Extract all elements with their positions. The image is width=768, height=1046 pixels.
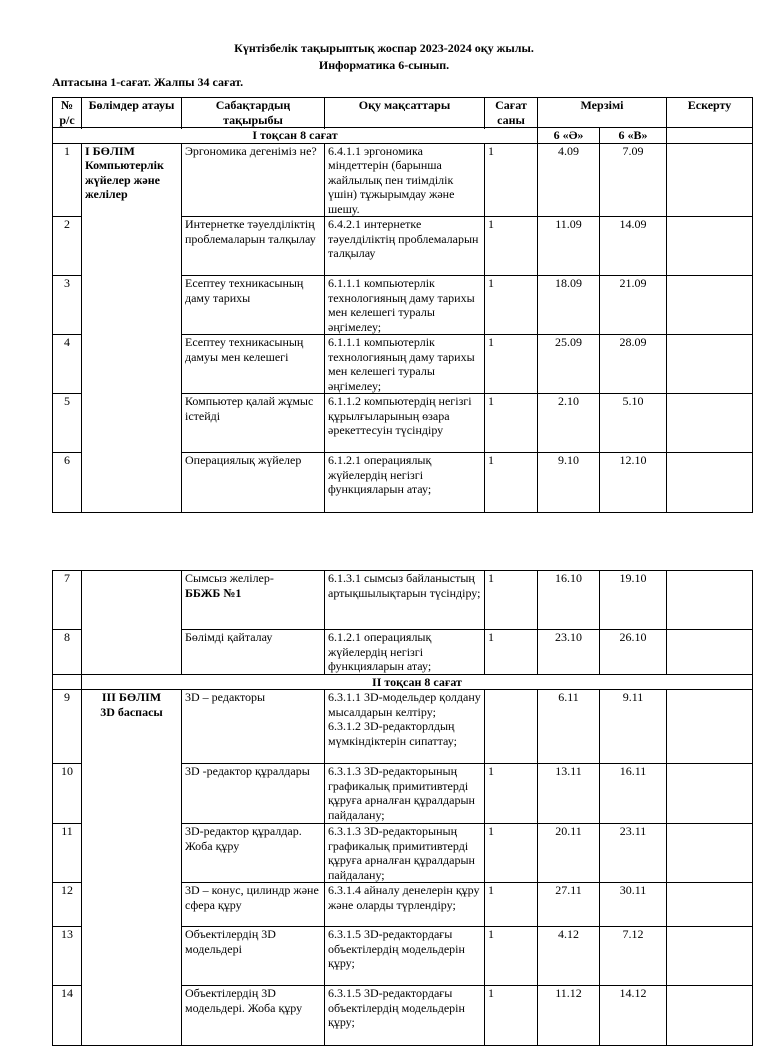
quarter1-label: I тоқсан 8 сағат bbox=[53, 128, 538, 144]
note-cell bbox=[667, 453, 753, 513]
hours: 1 bbox=[485, 927, 538, 986]
col-header-hours: Сағат саны bbox=[485, 98, 538, 128]
date-class-b: 14.12 bbox=[600, 986, 667, 1046]
lesson-topic-text: Сымсыз желілер- bbox=[185, 571, 274, 585]
date-class-a: 11.12 bbox=[538, 986, 600, 1046]
quarter-row bbox=[53, 674, 753, 690]
col-header-objectives: Оқу мақсаттары bbox=[325, 98, 485, 128]
document-subtitle: Информатика 6-сынып. bbox=[318, 58, 450, 72]
date-class-b: 30.11 bbox=[600, 883, 667, 927]
class-a-label: 6 «Ә» bbox=[538, 128, 600, 144]
row-num: 10 bbox=[53, 764, 82, 824]
lesson-topic: Компьютер қалай жұмыс істейді bbox=[182, 394, 325, 453]
quarter-row bbox=[53, 128, 753, 144]
hours: 1 bbox=[485, 883, 538, 927]
learning-objective: 6.1.3.1 сымсыз байланыстың артықшылықтарын түсіндіру; bbox=[325, 571, 485, 630]
note-cell bbox=[667, 690, 753, 764]
row-num: 12 bbox=[53, 883, 82, 927]
hours: 1 bbox=[485, 571, 538, 630]
date-class-b: 23.11 bbox=[600, 824, 667, 883]
row-num: 1 bbox=[53, 143, 82, 217]
date-class-a: 27.11 bbox=[538, 883, 600, 927]
learning-objective: 6.3.1.4 айналу денелерін құру және оларды түрлендіру; bbox=[325, 883, 485, 927]
row-num: 2 bbox=[53, 217, 82, 276]
row-num: 9 bbox=[53, 690, 82, 764]
row-num: 3 bbox=[53, 276, 82, 335]
lesson-topic: Бөлімді қайталау bbox=[182, 630, 325, 675]
date-class-b: 19.10 bbox=[600, 571, 667, 630]
learning-objective: 6.3.1.3 3D-редакторының графикалық примитивтерді құруға арналған құралдарын пайдалану; bbox=[325, 764, 485, 824]
col-header-section: Бөлімдер атауы bbox=[82, 98, 182, 128]
table-row bbox=[53, 571, 753, 630]
note-cell bbox=[667, 764, 753, 824]
learning-objective: 6.3.1.3 3D-редакторының графикалық примитивтерді құруға арналған құралдарын пайдалану; bbox=[325, 824, 485, 883]
date-class-b: 7.09 bbox=[600, 143, 667, 217]
table-row bbox=[53, 690, 753, 764]
plan-table-part1 bbox=[52, 97, 753, 513]
section-name bbox=[82, 571, 182, 675]
hours: 1 bbox=[485, 335, 538, 394]
date-class-a: 6.11 bbox=[538, 690, 600, 764]
date-class-b: 12.10 bbox=[600, 453, 667, 513]
lesson-topic: Объектілердің 3D модельдері. Жоба құру bbox=[182, 986, 325, 1046]
date-class-a: 4.09 bbox=[538, 143, 600, 217]
date-class-a: 9.10 bbox=[538, 453, 600, 513]
learning-objective: 6.1.2.1 операциялық жүйелердің негізгі функцияларын атау; bbox=[325, 630, 485, 675]
date-class-b: 9.11 bbox=[600, 690, 667, 764]
lesson-topic: Есептеу техникасының дамуы мен келешегі bbox=[182, 335, 325, 394]
date-class-a: 11.09 bbox=[538, 217, 600, 276]
learning-objective-1: 6.3.1.1 3D-модельдер қолдану мысалдарын келтіру; bbox=[328, 690, 481, 719]
lesson-topic: Эргономика дегеніміз не? bbox=[182, 143, 325, 217]
learning-objective: 6.1.2.1 операциялық жүйелердің негізгі функцияларын атау; bbox=[325, 453, 485, 513]
assessment-label: ББЖБ №1 bbox=[185, 585, 242, 600]
week-hours-info: Аптасына 1-сағат. Жалпы 34 сағат. bbox=[52, 75, 244, 89]
learning-objective: 6.1.1.1 компьютерлік технологияның даму тарихы мен келешегі туралы әңгімелеу; bbox=[325, 335, 485, 394]
hours: 1 bbox=[485, 824, 538, 883]
learning-objective: 6.4.1.1 эргономика міндеттерін (барынша жайлылық пен тиімділік үшін) тұжырымдау және шешу. bbox=[325, 143, 485, 217]
learning-objective: 6.3.1.5 3D-редактордағы объектілердің модельдерін құру; bbox=[325, 986, 485, 1046]
section3-title: III БӨЛІМ bbox=[101, 690, 162, 704]
hours: 1 bbox=[485, 394, 538, 453]
note-cell bbox=[667, 571, 753, 630]
lesson-topic: Объектілердің 3D модельдері bbox=[182, 927, 325, 986]
note-cell bbox=[667, 394, 753, 453]
hours: 1 bbox=[485, 217, 538, 276]
note-cell bbox=[667, 883, 753, 927]
hours: 1 bbox=[485, 986, 538, 1046]
col-header-dates: Мерзімі bbox=[538, 98, 667, 128]
date-class-a: 23.10 bbox=[538, 630, 600, 675]
date-class-b: 5.10 bbox=[600, 394, 667, 453]
lesson-topic: 3D-редактор құралдар. Жоба құру bbox=[182, 824, 325, 883]
section-name: I БӨЛІМ Компьютерлік жүйелер және желілер bbox=[82, 143, 182, 513]
lesson-topic: 3D – конус, цилиндр және сфера құру bbox=[182, 883, 325, 927]
note-cell bbox=[667, 927, 753, 986]
row-num: 6 bbox=[53, 453, 82, 513]
hours: 1 bbox=[485, 276, 538, 335]
learning-objective: 6.4.2.1 интернетке тәуелділіктің проблемаларын талқылау bbox=[325, 217, 485, 276]
lesson-topic: Есептеу техникасының даму тарихы bbox=[182, 276, 325, 335]
plan-table-part2 bbox=[52, 570, 753, 1046]
row-num: 8 bbox=[53, 630, 82, 675]
date-class-a: 2.10 bbox=[538, 394, 600, 453]
row-num: 7 bbox=[53, 571, 82, 630]
lesson-topic: 3D -редактор құралдары bbox=[182, 764, 325, 824]
note-cell bbox=[667, 824, 753, 883]
quarter2-label: II тоқсан 8 сағат bbox=[82, 674, 753, 690]
note-cell bbox=[667, 143, 753, 217]
date-class-a: 20.11 bbox=[538, 824, 600, 883]
date-class-b: 21.09 bbox=[600, 276, 667, 335]
date-class-a: 18.09 bbox=[538, 276, 600, 335]
table-row bbox=[53, 143, 753, 217]
learning-objective bbox=[325, 690, 485, 764]
row-num: 5 bbox=[53, 394, 82, 453]
row-num: 11 bbox=[53, 824, 82, 883]
table-header-row bbox=[53, 98, 753, 128]
section3-subtitle: 3D баспасы bbox=[100, 704, 163, 719]
hours: 1 bbox=[485, 764, 538, 824]
hours: 1 bbox=[485, 630, 538, 675]
hours bbox=[485, 690, 538, 764]
date-class-b: 7.12 bbox=[600, 927, 667, 986]
col-header-topic: Сабақтардың тақырыбы bbox=[182, 98, 325, 128]
date-class-a: 25.09 bbox=[538, 335, 600, 394]
note-cell bbox=[667, 335, 753, 394]
hours: 1 bbox=[485, 453, 538, 513]
note-cell bbox=[667, 276, 753, 335]
col-header-note: Ескерту bbox=[667, 98, 753, 128]
date-class-a: 4.12 bbox=[538, 927, 600, 986]
note-cell bbox=[667, 217, 753, 276]
lesson-topic: Операциялық жүйелер bbox=[182, 453, 325, 513]
learning-objective: 6.3.1.5 3D-редактордағы объектілердің модельдерін құру; bbox=[325, 927, 485, 986]
row-num: 13 bbox=[53, 927, 82, 986]
date-class-b: 28.09 bbox=[600, 335, 667, 394]
date-class-b: 14.09 bbox=[600, 217, 667, 276]
section-name bbox=[82, 690, 182, 1046]
lesson-topic: 3D – редакторы bbox=[182, 690, 325, 764]
note-cell bbox=[667, 986, 753, 1046]
lesson-topic: Интернетке тәуелділіктің проблемаларын талқылау bbox=[182, 217, 325, 276]
row-num: 14 bbox=[53, 986, 82, 1046]
col-header-num: № р/с bbox=[53, 98, 82, 128]
learning-objective: 6.1.1.2 компьютердің негізгі құрылғыларының өзара әрекеттесуін түсіндіру bbox=[325, 394, 485, 453]
hours: 1 bbox=[485, 143, 538, 217]
document-title: Күнтізбелік тақырыптық жоспар 2023-2024 оқу жылы. bbox=[234, 41, 534, 55]
learning-objective-2: 6.3.1.2 3D-редакторлдың мүмкіндіктерін сипаттау; bbox=[328, 719, 457, 748]
date-class-b: 16.11 bbox=[600, 764, 667, 824]
note-cell bbox=[667, 630, 753, 675]
lesson-topic bbox=[182, 571, 325, 630]
row-num: 4 bbox=[53, 335, 82, 394]
date-class-a: 16.10 bbox=[538, 571, 600, 630]
date-class-b: 26.10 bbox=[600, 630, 667, 675]
class-b-label: 6 «В» bbox=[600, 128, 667, 144]
date-class-a: 13.11 bbox=[538, 764, 600, 824]
learning-objective: 6.1.1.1 компьютерлік технологияның даму тарихы мен келешегі туралы әңгімелеу; bbox=[325, 276, 485, 335]
